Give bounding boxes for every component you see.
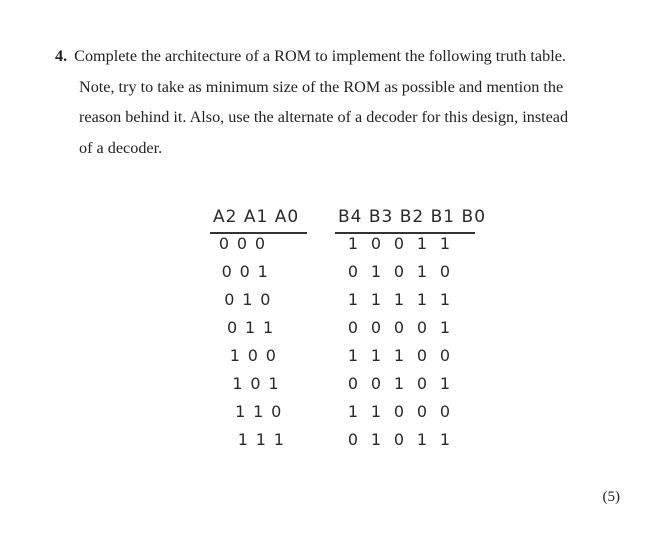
input-bit-a0: 0 — [271, 402, 282, 421]
input-bit-a2: 0 — [218, 234, 230, 253]
question-number: 4. — [55, 47, 68, 65]
input-bit-a0: 1 — [257, 262, 268, 281]
input-bit-a1: 1 — [253, 402, 264, 421]
output-bit-b1: 1 — [416, 430, 428, 449]
output-bit-b1: 0 — [416, 346, 428, 365]
truth-table-row — [195, 262, 515, 284]
input-bit-a2: 1 — [229, 346, 240, 365]
output-bit-b3: 1 — [370, 262, 382, 281]
truth-table-row — [195, 430, 515, 452]
output-bit-b2: 0 — [393, 234, 405, 253]
input-bit-a1: 0 — [239, 262, 250, 281]
input-bit-a2: 1 — [232, 374, 243, 393]
output-bit-b3: 1 — [370, 430, 382, 449]
truth-table-row — [195, 374, 515, 396]
output-bit-b3: 0 — [370, 318, 382, 337]
output-bit-b0: 0 — [439, 346, 451, 365]
output-bit-b4: 0 — [347, 430, 359, 449]
output-bit-b2: 1 — [393, 374, 405, 393]
output-bit-b3: 0 — [370, 234, 382, 253]
input-bit-a0: 0 — [265, 346, 276, 365]
output-bit-b1: 1 — [416, 262, 428, 281]
output-bit-b0: 1 — [439, 430, 451, 449]
input-bit-a1: 1 — [255, 430, 266, 449]
output-bit-b4: 0 — [347, 374, 359, 393]
input-bit-a0: 0 — [260, 290, 271, 309]
output-bit-b0: 1 — [439, 290, 451, 309]
output-bit-b4: 0 — [347, 262, 359, 281]
question-block — [55, 41, 640, 163]
output-bit-b1: 0 — [416, 374, 428, 393]
question-line-1 — [55, 41, 640, 72]
input-bit-a2: 1 — [237, 430, 248, 449]
input-bit-a0: 1 — [268, 374, 279, 393]
input-bit-a1: 1 — [245, 318, 256, 337]
output-bit-b1: 1 — [416, 234, 428, 253]
output-header: B4 B3 B2 B1 B0 — [338, 207, 487, 227]
truth-table-row — [195, 346, 515, 368]
output-bit-b4: 1 — [347, 346, 359, 365]
output-bit-b2: 0 — [393, 430, 405, 449]
input-bit-a1: 0 — [236, 234, 248, 253]
question-text-2: Note, try to take as minimum size of the ROM as possible and mention the — [79, 77, 564, 96]
output-bit-b2: 1 — [393, 290, 405, 309]
truth-table-row — [195, 402, 515, 424]
output-bit-b0: 0 — [439, 402, 451, 421]
output-bit-b0: 1 — [439, 234, 451, 253]
output-bit-b3: 0 — [370, 374, 382, 393]
input-header: A2 A1 A0 — [213, 207, 300, 227]
output-bit-b2: 0 — [393, 262, 405, 281]
input-bit-a2: 1 — [235, 402, 246, 421]
output-bit-b2: 0 — [393, 318, 405, 337]
truth-table-row — [195, 290, 515, 312]
truth-table-row — [195, 318, 515, 340]
input-bit-a0: 1 — [263, 318, 274, 337]
output-bit-b4: 1 — [347, 402, 359, 421]
truth-table-row — [195, 234, 515, 256]
input-bit-a2: 0 — [227, 318, 238, 337]
input-bit-a1: 0 — [247, 346, 258, 365]
output-bit-b2: 1 — [393, 346, 405, 365]
input-bit-a1: 0 — [250, 374, 261, 393]
output-bit-b0: 1 — [439, 318, 451, 337]
question-text-4: of a decoder. — [79, 138, 163, 157]
output-bit-b3: 1 — [370, 402, 382, 421]
question-text-3: reason behind it. Also, use the alternate of a decoder for this design, instead — [79, 108, 569, 126]
marks-label: (5) — [602, 489, 620, 505]
truth-table — [195, 195, 515, 480]
output-bit-b1: 0 — [416, 318, 428, 337]
output-bit-b4: 1 — [347, 290, 359, 309]
output-bit-b1: 1 — [416, 290, 428, 309]
input-bit-a0: 0 — [254, 234, 266, 253]
input-bit-a2: 0 — [224, 290, 235, 309]
output-bit-b3: 1 — [370, 346, 382, 365]
output-bit-b1: 0 — [416, 402, 428, 421]
input-bit-a0: 1 — [273, 430, 284, 449]
output-bit-b2: 0 — [393, 402, 405, 421]
output-bit-b0: 0 — [439, 262, 451, 281]
input-bit-a2: 0 — [221, 262, 232, 281]
question-text-1: Complete the architecture of a ROM to implement the following truth table. — [74, 47, 566, 65]
output-bit-b3: 1 — [370, 290, 382, 309]
output-bit-b4: 0 — [347, 318, 359, 337]
output-bit-b4: 1 — [347, 234, 359, 253]
input-bit-a1: 1 — [242, 290, 253, 309]
output-bit-b0: 1 — [439, 374, 451, 393]
